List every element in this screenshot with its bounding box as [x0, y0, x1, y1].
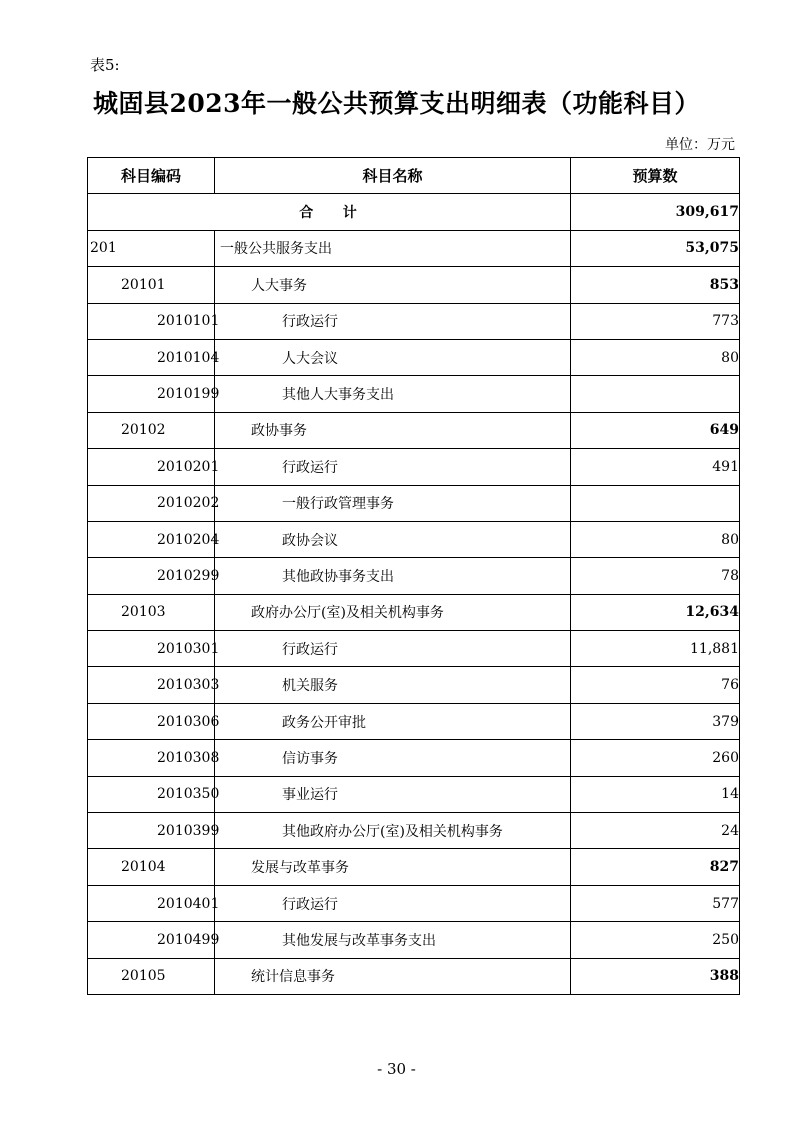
subject-code: 20102: [88, 412, 215, 448]
subject-name: 信访事务: [215, 740, 571, 776]
subject-name: 其他政府办公厅(室)及相关机构事务: [215, 813, 571, 849]
total-row: [88, 194, 740, 230]
budget-amount: 11,881: [571, 631, 740, 667]
subject-name: 一般公共服务支出: [215, 230, 571, 266]
budget-amount: 260: [571, 740, 740, 776]
subject-name: 发展与改革事务: [215, 849, 571, 885]
subject-code: 2010350: [88, 776, 215, 812]
header-name: 科目名称: [215, 158, 571, 194]
subject-name: 行政运行: [215, 303, 571, 339]
unit-label: 单位：万元: [665, 137, 735, 153]
budget-amount: 12,634: [571, 594, 740, 630]
table-row: [88, 230, 740, 266]
table-row: [88, 303, 740, 339]
table-row: [88, 740, 740, 776]
subject-name: 一般行政管理事务: [215, 485, 571, 521]
table-row: [88, 849, 740, 885]
table-row: [88, 558, 740, 594]
subject-name: 其他人大事务支出: [215, 376, 571, 412]
table-row: [88, 412, 740, 448]
table-row: [88, 667, 740, 703]
subject-code: 2010204: [88, 521, 215, 557]
budget-amount: 80: [571, 521, 740, 557]
budget-amount: 773: [571, 303, 740, 339]
subject-code: 2010201: [88, 449, 215, 485]
table-row: [88, 594, 740, 630]
subject-name: 统计信息事务: [215, 958, 571, 994]
budget-table: [87, 157, 740, 995]
budget-amount: 80: [571, 339, 740, 375]
page-title: 城固县2023年一般公共预算支出明细表（功能科目）: [92, 89, 701, 118]
table-row: [88, 521, 740, 557]
budget-amount: 78: [571, 558, 740, 594]
table-row: [88, 813, 740, 849]
header-code: 科目编码: [88, 158, 215, 194]
subject-name: 政协事务: [215, 412, 571, 448]
subject-name: 机关服务: [215, 667, 571, 703]
budget-amount: 250: [571, 922, 740, 958]
subject-code: 2010308: [88, 740, 215, 776]
table-row: [88, 703, 740, 739]
budget-amount: [571, 376, 740, 412]
budget-amount: 76: [571, 667, 740, 703]
subject-name: 其他发展与改革事务支出: [215, 922, 571, 958]
total-label: 合 计: [88, 194, 571, 230]
header-row: [88, 158, 740, 194]
budget-amount: 53,075: [571, 230, 740, 266]
subject-code: 201: [88, 230, 215, 266]
subject-code: 20103: [88, 594, 215, 630]
table-row: [88, 339, 740, 375]
subject-name: 事业运行: [215, 776, 571, 812]
subject-code: 20104: [88, 849, 215, 885]
total-amount: 309,617: [571, 194, 740, 230]
header-amount: 预算数: [571, 158, 740, 194]
budget-amount: 649: [571, 412, 740, 448]
budget-amount: 827: [571, 849, 740, 885]
budget-amount: [571, 485, 740, 521]
subject-name: 政协会议: [215, 521, 571, 557]
table-row: [88, 631, 740, 667]
subject-code: 2010399: [88, 813, 215, 849]
subject-code: 2010401: [88, 885, 215, 921]
subject-name: 行政运行: [215, 449, 571, 485]
subject-code: 2010301: [88, 631, 215, 667]
subject-code: 2010499: [88, 922, 215, 958]
subject-name: 其他政协事务支出: [215, 558, 571, 594]
table-row: [88, 376, 740, 412]
table-label: 表5:: [90, 56, 120, 74]
subject-name: 行政运行: [215, 885, 571, 921]
table-row: [88, 776, 740, 812]
subject-name: 人大会议: [215, 339, 571, 375]
subject-name: 行政运行: [215, 631, 571, 667]
subject-code: 2010101: [88, 303, 215, 339]
subject-code: 2010303: [88, 667, 215, 703]
subject-name: 人大事务: [215, 267, 571, 303]
subject-name: 政府办公厅(室)及相关机构事务: [215, 594, 571, 630]
budget-amount: 491: [571, 449, 740, 485]
subject-code: 2010202: [88, 485, 215, 521]
budget-amount: 388: [571, 958, 740, 994]
subject-name: 政务公开审批: [215, 703, 571, 739]
subject-code: 20101: [88, 267, 215, 303]
budget-amount: 379: [571, 703, 740, 739]
subject-code: 2010199: [88, 376, 215, 412]
table-row: [88, 885, 740, 921]
page-number: - 30 -: [377, 1060, 416, 1078]
budget-amount: 14: [571, 776, 740, 812]
table-row: [88, 922, 740, 958]
budget-amount: 853: [571, 267, 740, 303]
table-row: [88, 449, 740, 485]
subject-code: 20105: [88, 958, 215, 994]
subject-code: 2010299: [88, 558, 215, 594]
subject-code: 2010306: [88, 703, 215, 739]
table-row: [88, 485, 740, 521]
table-row: [88, 267, 740, 303]
subject-code: 2010104: [88, 339, 215, 375]
table-row: [88, 958, 740, 994]
budget-amount: 577: [571, 885, 740, 921]
budget-amount: 24: [571, 813, 740, 849]
